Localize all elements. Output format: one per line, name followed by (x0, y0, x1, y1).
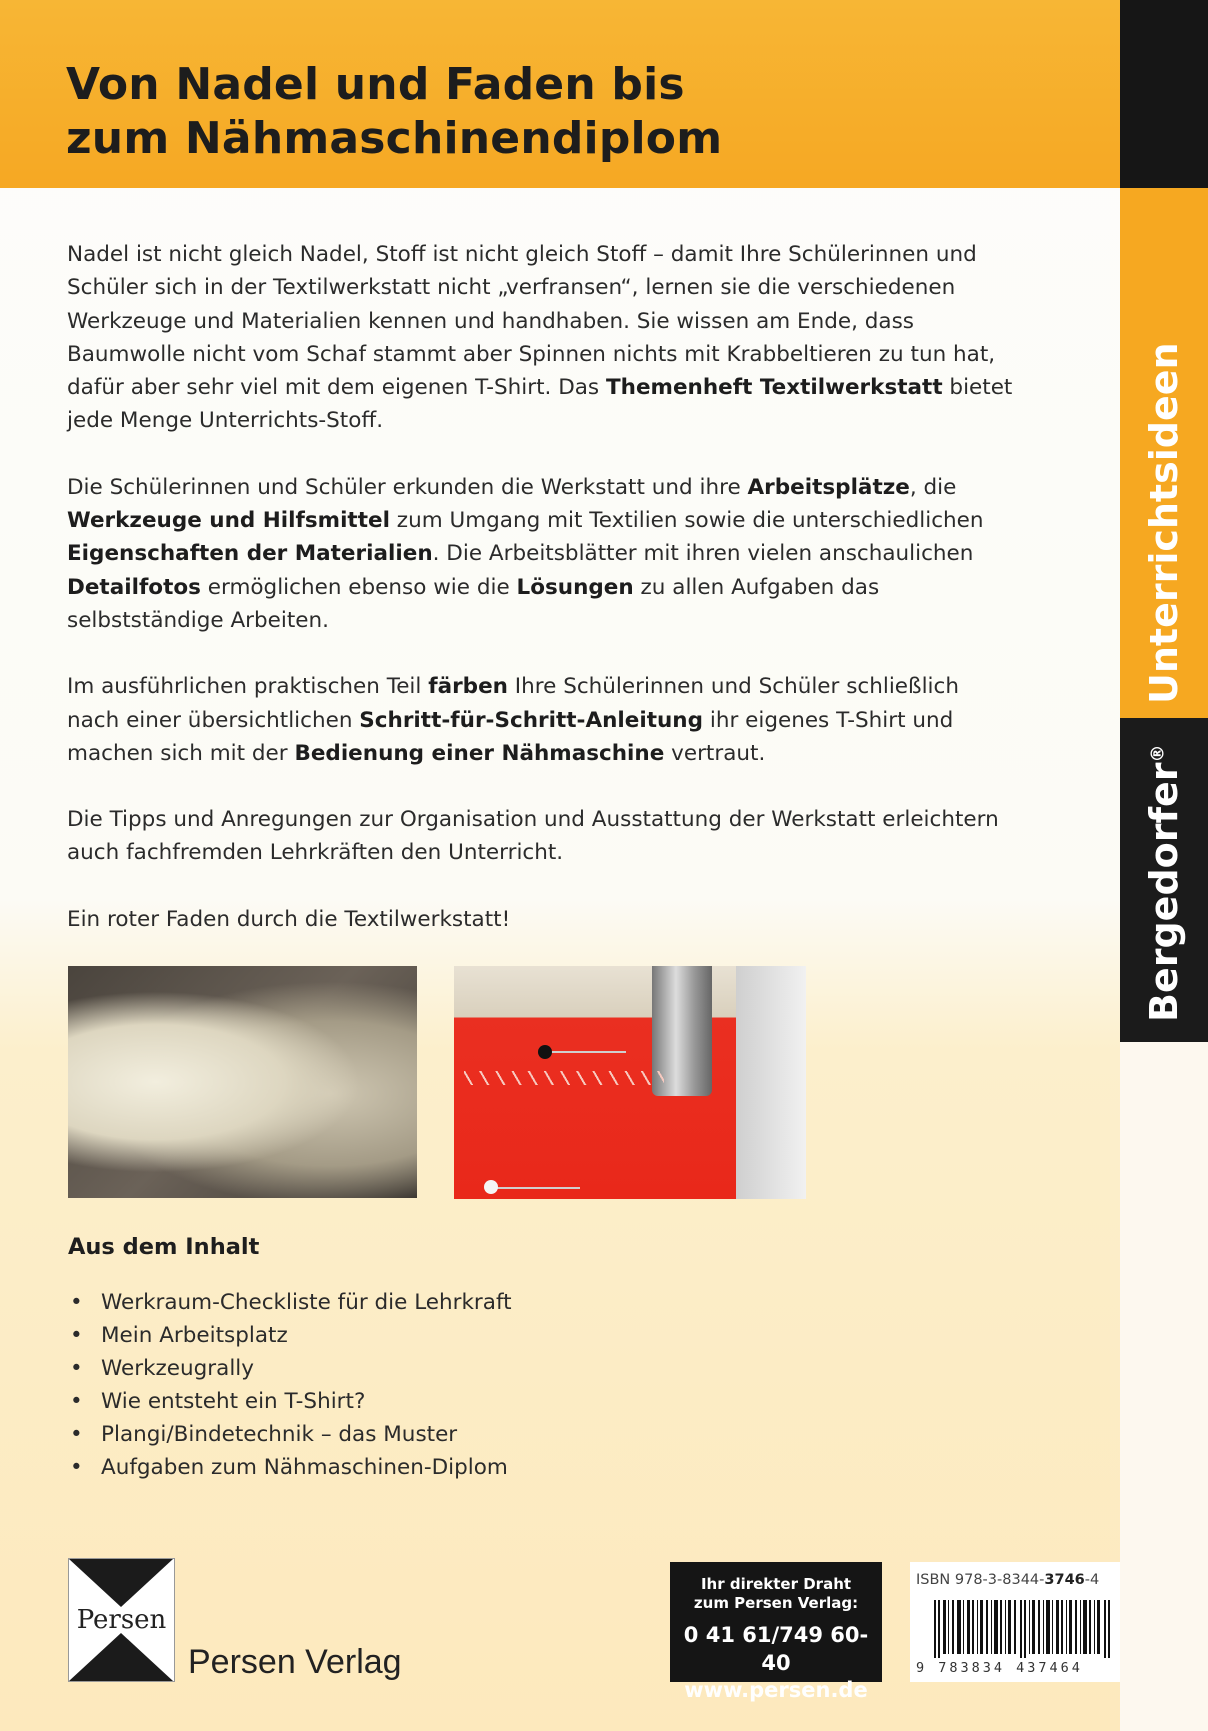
logo-word: Persen (76, 1605, 167, 1635)
pin-shaft (490, 1187, 580, 1189)
description (67, 238, 1017, 969)
contact-line-2: zum Persen Verlag: (693, 1594, 859, 1612)
sewing-machine-photo (454, 966, 806, 1199)
spine-brand-label (1142, 744, 1186, 1022)
text: Ihre Schülerinnen und Schüler schließlich nach einer übersichtlichen (67, 674, 959, 733)
contact-website: www.persen.de (684, 1678, 868, 1702)
paragraph-3 (67, 670, 1017, 770)
isbn-barcode-box (910, 1562, 1120, 1682)
title-line-1: Von Nadel und Faden bis (66, 59, 685, 110)
isbn-prefix: ISBN 978-3-8344- (916, 1572, 1045, 1588)
spine-brand-name: Bergedorfer (1142, 762, 1186, 1022)
barcode-digits: 9 783834 437464 (916, 1660, 1083, 1676)
wool-cotton-photo (68, 966, 417, 1198)
paragraph-4: Die Tipps und Anregungen zur Organisation und Ausstattung der Werkstatt erleichtern auch fachfremden Lehrkräften den Unterricht. (67, 807, 999, 866)
text: . Die Arbeitsblätter mit ihren vielen anschaulichen (432, 541, 974, 567)
bold-text: Detailfotos (67, 574, 201, 600)
contact-phone: 0 41 61/749 60-40 (683, 1623, 869, 1675)
text: Nadel ist nicht gleich Nadel, Stoff ist nicht gleich Stoff – damit Ihre Schülerinnen und Schüler sich in der Textilwerkstatt nicht „verfransen“, lernen sie die verschiedenen Werkzeuge und Materialien kennen und handhaben. Sie wissen am Ende, dass Baumwolle nicht vom Schaf stammt aber Spinnen nichts mit Krabbeltieren zu tun hat, dafür aber sehr viel mit dem eigenen T-Shirt. Das (67, 242, 996, 401)
text: ihr eigenes T-Shirt und machen sich mit der (67, 707, 954, 766)
publisher-name: Persen Verlag (188, 1643, 402, 1681)
list-item: • Werkraum-Checkliste für die Lehrkraft (68, 1286, 512, 1319)
list-item: • Plangi/Bindetechnik – das Muster (68, 1418, 512, 1451)
bold-text: Schritt-für-Schritt-Anleitung (359, 707, 704, 733)
contact-line-1: Ihr direkter Draht (700, 1575, 852, 1593)
bold-text: Arbeitsplätze (747, 474, 910, 500)
bold-text: Bedienung einer Nähmaschine (294, 740, 665, 766)
bold-text: Lösungen (516, 574, 634, 600)
paragraph-5: Ein roter Faden durch die Textilwerkstatt! (67, 906, 511, 932)
text: zum Umgang mit Textilien sowie die unterschiedlichen (389, 508, 984, 534)
isbn-suffix: -4 (1084, 1572, 1100, 1588)
logo-triangle-bottom (69, 1633, 173, 1681)
text: bietet jede Menge Unterrichts-Stoff. (67, 375, 1013, 434)
barcode (934, 1600, 1112, 1658)
pin-shaft (546, 1051, 626, 1053)
list-item: • Aufgaben zum Nähmaschinen-Diplom (68, 1451, 512, 1484)
contents-list (68, 1286, 512, 1484)
contact-box (670, 1562, 882, 1702)
list-item: • Wie entsteht ein T-Shirt? (68, 1385, 512, 1418)
header-band (0, 0, 1120, 188)
text: zu allen Aufgaben das selbstständige Arbeiten. (67, 574, 880, 633)
bold-text: Werkzeuge und Hilfsmittel (67, 508, 390, 534)
text: ermöglichen ebenso wie die (200, 574, 517, 600)
zigzag-stitch (464, 1071, 664, 1085)
book-title (66, 58, 722, 166)
contents-heading: Aus dem Inhalt (68, 1234, 260, 1260)
spine-series-label: Unterrichtsideen (1142, 342, 1186, 704)
pin-head (484, 1180, 498, 1194)
list-item: • Werkzeugrally (68, 1352, 512, 1385)
text: , die (909, 474, 957, 500)
bold-text: färben (428, 674, 508, 700)
registered-mark: ® (1147, 744, 1169, 763)
title-line-2: zum Nähmaschinendiplom (66, 113, 723, 164)
list-item: • Mein Arbeitsplatz (68, 1319, 512, 1352)
machine-plate (736, 966, 806, 1199)
paragraph-1 (67, 238, 1017, 438)
persen-logo (68, 1558, 175, 1682)
pin-head (538, 1045, 552, 1059)
text: vertraut. (664, 740, 766, 766)
isbn-label (916, 1572, 1099, 1588)
spine-black-top (1120, 0, 1208, 188)
logo-triangle-top (69, 1559, 173, 1607)
text: Im ausführlichen praktischen Teil (67, 674, 429, 700)
paragraph-2 (67, 471, 1017, 637)
bold-text: Themenheft Textilwerkstatt (605, 375, 943, 401)
text: Die Schülerinnen und Schüler erkunden die Werkstatt und ihre (67, 474, 748, 500)
isbn-bold: 3746 (1044, 1572, 1085, 1588)
bold-text: Eigenschaften der Materialien (67, 541, 433, 567)
